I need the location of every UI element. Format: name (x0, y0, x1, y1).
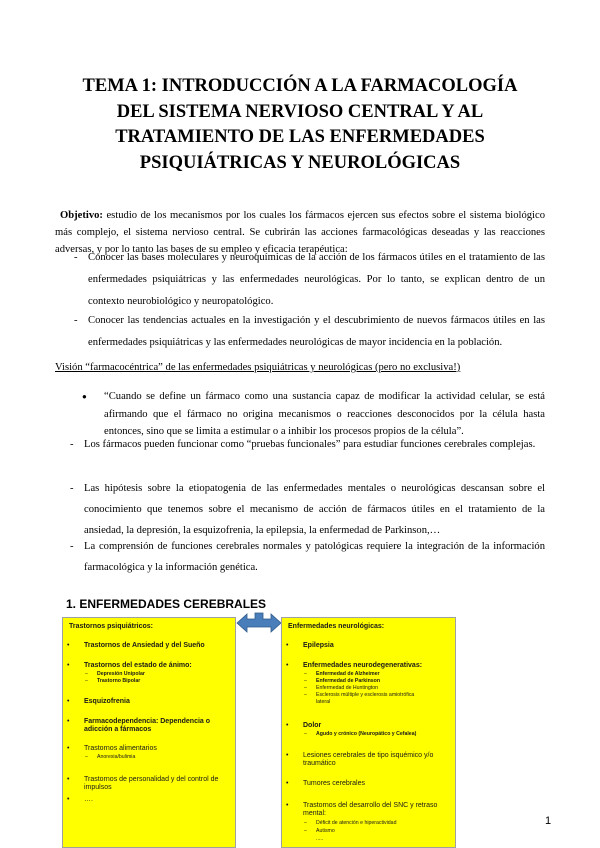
vision-point-text: La comprensión de funciones cerebrales normales y patológicas requiere la integración de la información farmacológica y la información genética. (84, 541, 545, 573)
dash-marker: - (70, 541, 74, 552)
double-arrow-icon (235, 611, 283, 635)
objective-point-text: Conocer las bases moleculares y neuroquímicas de la acción de los fármacos útiles en el tratamiento de las enfermedades psiquiátricas y las enfermedades neurológicas. Por lo tanto, se explican dentro de un contexto neurobiológico y neuropatológico. (88, 252, 545, 307)
vision-point (70, 536, 545, 578)
title-line: PSIQUIÁTRICAS Y NEUROLÓGICAS (139, 152, 461, 173)
page-number: 1 (545, 815, 552, 827)
dash-marker: - (74, 315, 78, 326)
title-line: TEMA 1: INTRODUCCIÓN A LA FARMACOLOGÍA (82, 76, 518, 96)
title-line: DEL SISTEMA NERVIOSO CENTRAL Y AL (116, 101, 484, 122)
vision-heading: Visión “farmacocéntrica” de las enfermedades psiquiátricas y neurológicas (pero no exclusiva!) (55, 362, 461, 373)
vision-point-text: Las hipótesis sobre la etiopatogenia de las enfermedades mentales o neurológicas descansan sobre el conocimiento que tenemos sobre el mecanismo de acción de fármacos útiles en el tratamiento de la ansiedad, la depresión, la esquizofrenia, la epilepsia, la enfermedad de Parkinson,… (84, 483, 545, 536)
title-line: TRATAMIENTO DE LAS ENFERMEDADES (115, 127, 485, 147)
objective-text: estudio de los mecanismos por los cuales los fármacos ejercen sus efectos sobre el sistema biológico más complejo, el sistema nervioso central. Se cubrirán las acciones farmacológicas deseadas y las reacciones adversas, y por lo tanto las bases de su empleo y eficacia terapéutica: (55, 210, 545, 255)
psychiatric-disorders-box: Trastornos psiquiátricos: • Trastornos de Ansiedad y del Sueño • Trastornos del estado de ánimo: – Depresión Unipolar – Trastorno Bipolar • Esquizofrenia • Farmacodependencia: Dependencia o adicción a fármacos • Trastornos alimentarios – Anorexia/bulimia • Trastornos de personalidad y del control de impulsos • …. (62, 617, 236, 848)
bullet-marker: ● (82, 392, 87, 401)
dash-marker: - (74, 252, 78, 263)
objective-point (74, 247, 545, 313)
vision-point (70, 436, 545, 454)
box-heading: Enfermedades neurológicas: (288, 623, 385, 630)
vision-point-text: “Cuando se define un fármaco como una sustancia capaz de modificar la actividad celular, se está afirmando que el fármaco no origina mecanismos o reacciones desconocidos por la célula hasta entonces, sino que se limita a estimular o a inhibir los procesos propios de la célula”. (104, 391, 545, 437)
vision-point (82, 388, 545, 441)
section-title: 1. ENFERMEDADES CEREBRALES (66, 597, 267, 611)
box-heading: Trastornos psiquiátricos: (69, 623, 154, 630)
objective-point-text: Conocer las tendencias actuales en la investigación y el descubrimiento de nuevos fármacos útiles en las enfermedades psiquiátricas y las enfermedades neurológicas de mayor incidencia en la población. (88, 315, 545, 348)
objective-point (74, 310, 545, 354)
objective-label: Objetivo: (60, 210, 103, 221)
dash-marker: - (70, 439, 74, 450)
neurological-diseases-box: Enfermedades neurológicas: • Epilepsia • Enfermedades neurodegenerativas: – Enfermedad de Alzheimer – Enfermedad de Parkinson – Enfermedad de Huntington – Esclerosis múltiple y esclerosis amiotrófica lateral • Dolor – Agudo y crónico (Neuropático y Cefalea) • Lesiones cerebrales de tipo isquémico y/o traumático • Tumores cerebrales • Trastornos del desarrollo del SNC y retraso mental: – Déficit de atención e hiperactividad – Autismo ..... (281, 617, 456, 848)
vision-point (70, 478, 545, 541)
vision-point-text: Los fármacos pueden funcionar como “pruebas funcionales” para estudiar funciones cerebrales complejas. (84, 439, 536, 450)
dash-marker: - (70, 483, 74, 494)
document-title (60, 74, 540, 176)
